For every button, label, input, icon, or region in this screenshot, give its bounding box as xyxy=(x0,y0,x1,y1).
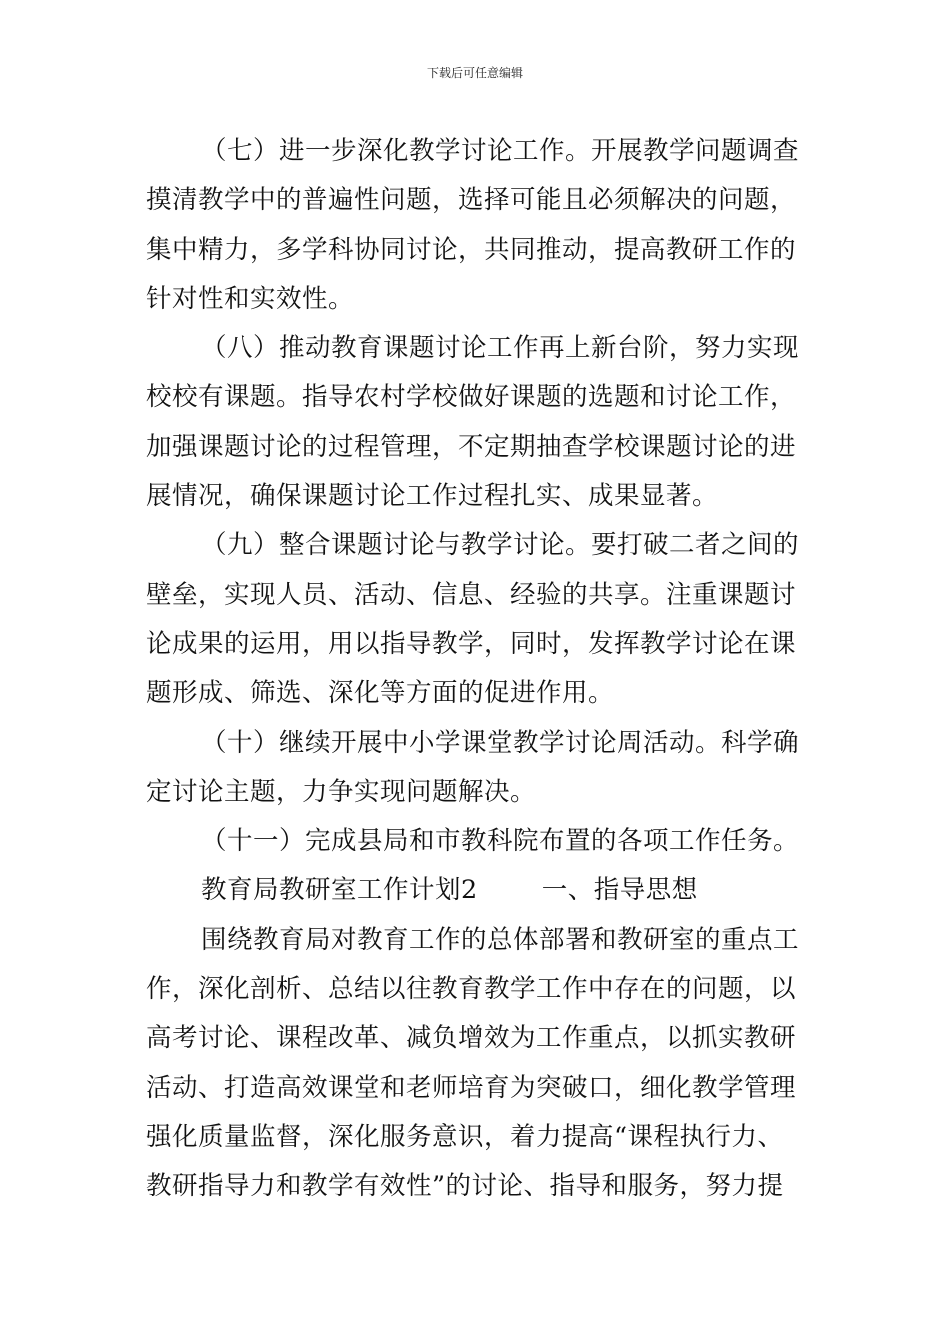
text-line: （十）继续开展中小学课堂教学讨论周活动。科学确 xyxy=(201,727,800,758)
text-line: 高考讨论、课程改革、减负增效为工作重点，以抓实教研 xyxy=(146,1023,797,1054)
text-line: 强化质量监督，深化服务意识，着力提高“课程执行力、 xyxy=(146,1121,784,1152)
paragraph-7 xyxy=(146,127,810,324)
text-line: （九）整合课题讨论与教学讨论。要打破二者之间的 xyxy=(201,530,800,561)
document-body xyxy=(146,127,810,1212)
text-line: 围绕教育局对教育工作的总体部署和教研室的重点工 xyxy=(201,924,800,955)
plan-title: 教育局教研室工作计划2 xyxy=(201,875,478,906)
text-line: 展情况，确保课题讨论工作过程扎实、成果显著。 xyxy=(146,481,719,512)
text-line: 壁垒，实现人员、活动、信息、经验的共享。注重课题讨 xyxy=(146,579,797,610)
text-line: 针对性和实效性。 xyxy=(146,283,355,314)
paragraph-8 xyxy=(146,324,810,521)
text-line: 加强课题讨论的过程管理，不定期抽查学校课题讨论的进 xyxy=(146,431,797,462)
paragraph-10 xyxy=(146,719,810,818)
text-line: 教研指导力和教学有效性”的讨论、指导和服务，努力提 xyxy=(146,1171,784,1202)
heading-line xyxy=(146,866,810,915)
text-line: 定讨论主题，力争实现问题解决。 xyxy=(146,776,537,807)
paragraph-guiding-ideology xyxy=(146,916,810,1212)
text-line: （十一）完成县局和市教科院布置的各项工作任务。 xyxy=(201,826,800,857)
guiding-ideology-heading: 一、指导思想 xyxy=(541,875,698,906)
text-line: （八）推动教育课题讨论工作再上新台阶，努力实现 xyxy=(201,333,800,364)
text-line: 活动、打造高效课堂和老师培育为突破口，细化教学管理 xyxy=(146,1072,797,1103)
text-line: 校校有课题。指导农村学校做好课题的选题和讨论工作， xyxy=(146,382,797,413)
text-line: 集中精力，多学科协同讨论，共同推动，提高教研工作的 xyxy=(146,234,797,265)
text-line: 题形成、筛选、深化等方面的促进作用。 xyxy=(146,678,615,709)
page-header: 下载后可任意编辑 xyxy=(426,66,523,80)
paragraph-9 xyxy=(146,521,810,718)
section-heading xyxy=(146,866,810,915)
text-line: 摸清教学中的普遍性问题，选择可能且必须解决的问题， xyxy=(146,185,797,216)
text-line: 论成果的运用，用以指导教学，同时，发挥教学讨论在课 xyxy=(146,628,797,659)
paragraph-11 xyxy=(146,817,810,866)
text-line: （七）进一步深化教学讨论工作。开展教学问题调查 xyxy=(201,136,800,166)
text-line: 作，深化剖析、总结以往教育教学工作中存在的问题，以 xyxy=(146,974,797,1005)
